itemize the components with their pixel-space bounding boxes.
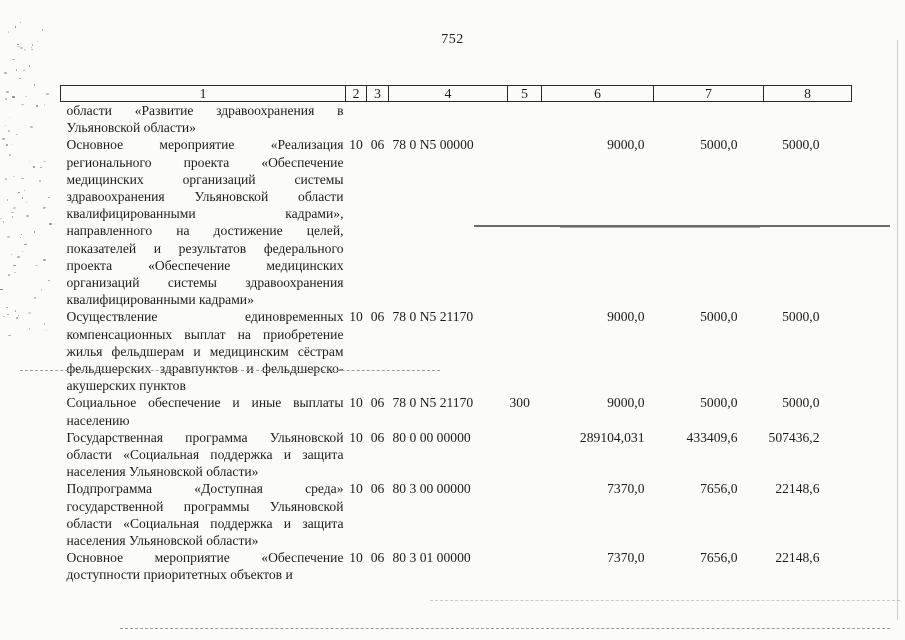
row-sum-1: 9000,0 <box>607 309 645 325</box>
scan-speck <box>12 216 13 218</box>
scan-speck <box>11 144 12 145</box>
scan-speck <box>3 316 5 317</box>
row-sum-3: 5000,0 <box>782 137 820 153</box>
scan-streak <box>560 227 760 228</box>
scan-speck <box>43 161 46 162</box>
row-podrazdel: 06 <box>370 137 385 153</box>
scan-speck <box>29 161 30 162</box>
scan-speck <box>26 215 29 217</box>
row-sum-1: 7370,0 <box>607 550 645 566</box>
scan-speck <box>40 167 42 168</box>
scan-speck <box>13 176 15 177</box>
row-sum-2: 5000,0 <box>700 137 738 153</box>
scan-speck <box>49 223 52 225</box>
scan-speck <box>14 272 16 273</box>
scan-speck <box>21 104 24 105</box>
row-sum-3: 5000,0 <box>782 309 820 325</box>
scan-speck <box>5 178 7 180</box>
row-sum-1: 9000,0 <box>607 137 645 153</box>
row-vr <box>508 480 542 549</box>
scan-speck <box>18 315 19 316</box>
row-podrazdel <box>367 102 389 137</box>
scan-speck <box>17 256 20 258</box>
row-csr: 80 3 00 00000 <box>392 481 471 497</box>
header-row <box>61 86 852 102</box>
row-podrazdel: 06 <box>370 429 385 445</box>
scan-noise-left-margin <box>0 0 55 640</box>
column-header-3: 3 <box>367 86 389 102</box>
scan-speck <box>11 254 12 255</box>
scan-speck <box>8 130 10 132</box>
scan-speck <box>7 236 10 238</box>
scan-speck <box>42 29 43 31</box>
scan-speck <box>29 65 30 67</box>
table-body <box>61 102 852 584</box>
table-header <box>61 86 852 102</box>
row-sum-1: 9000,0 <box>607 395 645 411</box>
scan-speck <box>36 105 38 107</box>
scan-speck <box>16 69 17 71</box>
row-sum-2: 5000,0 <box>700 395 738 411</box>
scan-speck <box>22 197 23 199</box>
scan-speck <box>43 259 46 261</box>
scan-speck <box>25 125 26 126</box>
column-header-8: 8 <box>764 86 852 102</box>
scan-speck <box>5 125 6 126</box>
scan-speck <box>43 207 46 208</box>
row-vr: 300 <box>509 395 530 411</box>
scan-speck <box>33 166 35 168</box>
scan-speck <box>48 197 50 198</box>
scan-dashed-line <box>120 628 890 630</box>
row-sum-1: 7370,0 <box>607 481 645 497</box>
row-sum-2 <box>654 102 764 137</box>
row-sum-2: 7656,0 <box>700 550 738 566</box>
row-vr <box>508 549 542 583</box>
column-header-2: 2 <box>346 86 367 102</box>
scan-speck <box>26 202 27 203</box>
scan-speck <box>3 221 4 223</box>
scan-speck <box>6 307 8 308</box>
scan-speck <box>12 96 15 98</box>
row-podrazdel: 06 <box>370 395 385 411</box>
scan-speck <box>16 317 18 319</box>
row-csr: 78 0 N5 21170 <box>392 309 474 325</box>
row-razdel: 10 <box>349 309 363 325</box>
column-header-4: 4 <box>389 86 508 102</box>
row-podrazdel: 06 <box>370 550 385 566</box>
page-number: 752 <box>441 32 464 47</box>
scan-speck <box>15 310 16 312</box>
row-sum-3: 5000,0 <box>782 395 820 411</box>
scan-speck <box>46 93 49 95</box>
row-csr: 78 0 N5 00000 <box>392 137 474 153</box>
scan-speck <box>6 144 8 146</box>
row-sum-2: 433409,6 <box>686 429 738 445</box>
scan-speck <box>8 274 10 276</box>
row-vr <box>508 102 542 137</box>
scan-speck <box>44 104 45 106</box>
scan-speck <box>5 98 7 100</box>
row-csr <box>389 102 508 137</box>
scan-speck <box>22 195 23 196</box>
scan-speck <box>48 280 50 281</box>
scan-speck <box>34 84 35 86</box>
scan-speck <box>24 190 25 191</box>
scan-dashed-line <box>430 600 900 602</box>
scan-speck <box>4 72 7 74</box>
scan-speck <box>19 78 21 79</box>
row-name: Государственная программа Ульяновской области «Социальная поддержка и защита населения Ульяновской области» <box>66 429 344 480</box>
scan-speck <box>31 49 33 50</box>
table-row <box>61 102 852 137</box>
row-sum-3: 22148,6 <box>775 550 820 566</box>
row-podrazdel: 06 <box>370 481 385 497</box>
scan-speck <box>12 59 15 60</box>
scan-speck <box>23 70 25 71</box>
row-razdel: 10 <box>349 481 363 497</box>
row-name: области «Развитие здравоохранения в Ульяновской области» <box>66 103 344 136</box>
table-row <box>61 136 852 308</box>
row-podrazdel: 06 <box>370 309 385 325</box>
row-sum-1 <box>542 102 654 137</box>
row-name: Основное мероприятие «Реализация регионального проекта «Обеспечение медицинских организаций системы здравоохранения Ульяновской области квалифицированными кадрами», направленного на достижение целей, показателей и результатов федерального проекта «Обеспечение медицинских организаций системы здравоохранения квалифицированными кадрами» <box>66 137 344 308</box>
scan-speck <box>25 96 27 97</box>
scan-speck <box>34 297 36 299</box>
scan-speck <box>24 49 26 51</box>
scan-speck <box>18 192 20 193</box>
scan-speck <box>16 134 18 135</box>
scan-speck <box>44 323 45 325</box>
row-razdel: 10 <box>349 137 363 153</box>
scan-dashed-line <box>20 370 440 372</box>
row-sum-3 <box>764 102 852 137</box>
row-razdel: 10 <box>349 550 363 566</box>
row-razdel: 10 <box>349 395 363 411</box>
scan-speck <box>0 218 2 219</box>
row-sum-2: 7656,0 <box>700 481 738 497</box>
column-header-1: 1 <box>61 86 346 102</box>
row-csr: 80 3 01 00000 <box>392 550 471 566</box>
scan-speck <box>21 178 24 179</box>
scan-speck <box>22 251 23 252</box>
row-name: Социальное обеспечение и иные выплаты населению <box>66 395 344 428</box>
table-row <box>61 429 852 481</box>
scan-speck <box>9 154 11 156</box>
row-vr <box>508 429 542 481</box>
row-sum-2: 5000,0 <box>700 309 738 325</box>
column-header-6: 6 <box>542 86 654 102</box>
row-sum-3: 507436,2 <box>768 429 820 445</box>
row-csr: 80 0 00 00000 <box>392 429 471 445</box>
row-vr <box>508 308 542 394</box>
scan-speck <box>9 117 10 118</box>
scan-speck <box>41 289 42 291</box>
scan-speck <box>6 91 9 93</box>
column-header-7: 7 <box>654 86 764 102</box>
table-row <box>61 308 852 394</box>
scan-speck <box>15 26 16 28</box>
scan-speck <box>24 244 27 245</box>
scan-speck <box>0 289 3 290</box>
scan-speck <box>29 328 30 330</box>
scan-speck <box>7 314 9 315</box>
row-name: Осуществление единовременных компенсационных выплат на приобретение жилья фельдшерам и медицинским сёстрам фельдшерских здравпунктов и фельдшерско-акушерских пунктов <box>66 309 344 394</box>
row-sum-1: 289104,031 <box>579 429 645 445</box>
scan-speck <box>30 126 33 128</box>
row-razdel: 10 <box>349 429 363 445</box>
scan-speck <box>20 22 21 23</box>
table-row <box>61 394 852 428</box>
budget-table <box>60 85 852 584</box>
scan-speck <box>21 234 22 235</box>
scan-speck <box>7 199 8 201</box>
row-name: Подпрограмма «Доступная среда» государственной программы Ульяновской области «Социальная поддержка и защита населения Ульяновской области» <box>66 481 344 549</box>
scan-speck <box>8 335 11 336</box>
scan-speck <box>11 212 14 213</box>
scan-speck <box>43 208 45 209</box>
scan-speck <box>20 237 21 238</box>
scan-speck <box>28 312 31 314</box>
scan-speck <box>39 180 41 182</box>
table-row <box>61 549 852 583</box>
table-row <box>61 480 852 549</box>
scan-speck <box>46 330 47 331</box>
row-sum-3: 22148,6 <box>775 481 820 497</box>
scan-speck <box>34 231 35 233</box>
scan-speck <box>35 265 38 266</box>
row-name: Основное мероприятие «Обеспечение доступности приоритетных объектов и <box>66 550 344 583</box>
row-csr: 78 0 N5 21170 <box>392 395 474 411</box>
column-header-5: 5 <box>508 86 542 102</box>
scan-speck <box>13 207 16 209</box>
row-vr <box>508 136 542 308</box>
scan-speck <box>13 265 16 266</box>
row-razdel <box>346 102 367 137</box>
scan-speck <box>2 138 5 140</box>
scan-edge-line <box>897 40 898 620</box>
